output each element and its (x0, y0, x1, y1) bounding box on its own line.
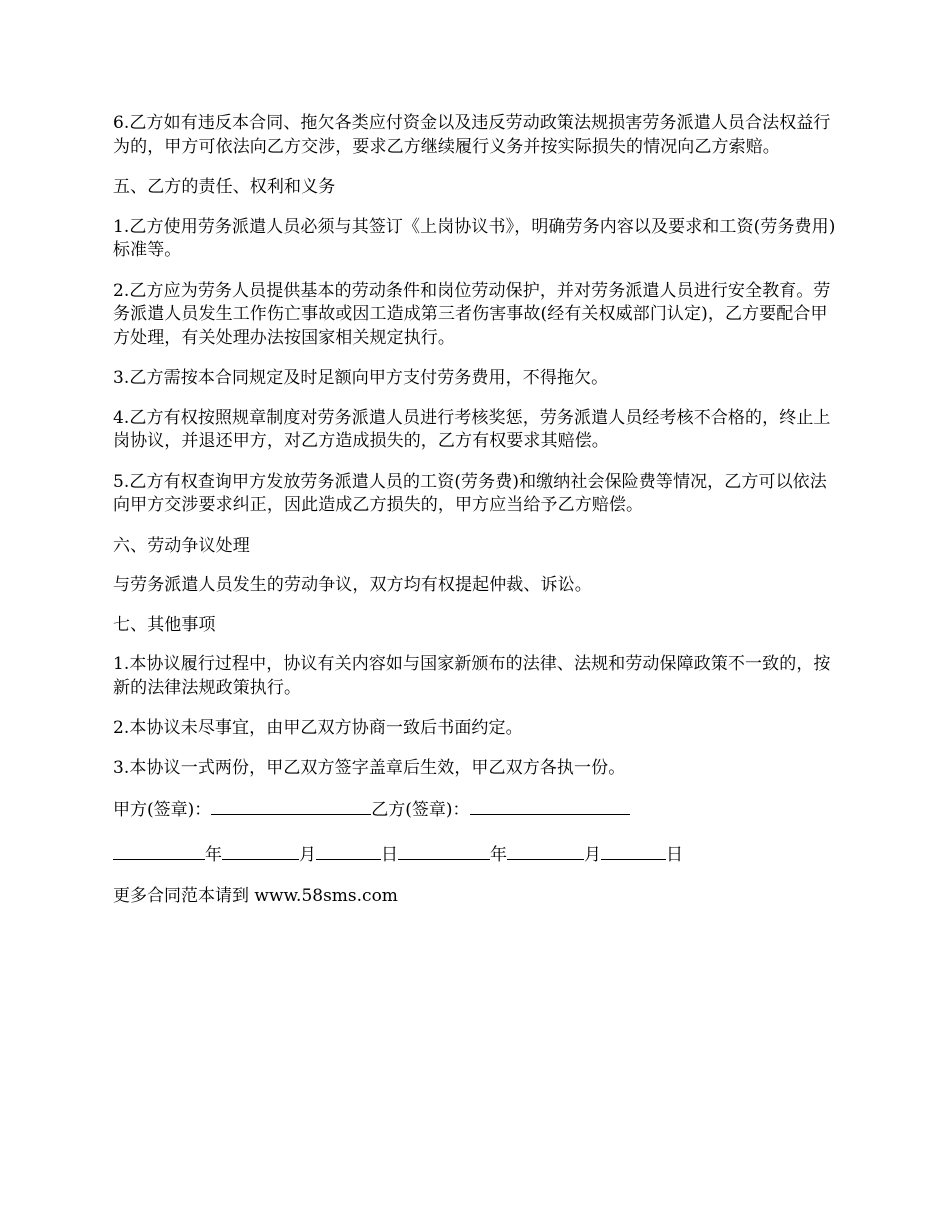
clause-paragraph: 3.乙方需按本合同规定及时足额向甲方支付劳务费用，不得拖欠。 (113, 368, 609, 388)
party-a-year-blank (113, 841, 205, 860)
year-label: 年 (205, 844, 222, 865)
section-heading: 五、乙方的责任、权利和义务 (113, 177, 336, 197)
clause-paragraph: 2.乙方应为劳务人员提供基本的劳动条件和岗位劳动保护，并对劳务派遣人员进行安全教育。劳务派遣人员发生工作伤亡事故或因工造成第三者伤害事故(经有关权威部门认定)，乙方要配合甲方处理，有关处理办法按国家相关规定执行。 (113, 280, 831, 348)
day-label: 日 (666, 844, 683, 865)
party-a-day-blank (316, 841, 381, 860)
party-b-signature-blank (470, 796, 630, 815)
party-b-year-blank (398, 841, 490, 860)
month-label: 月 (584, 844, 601, 865)
document-body (113, 112, 843, 909)
clause-paragraph: 4.乙方有权按照规章制度对劳务派遣人员进行考核奖惩，劳务派遣人员经考核不合格的，终止上岗协议，并退还甲方，对乙方造成损失的，乙方有权要求其赔偿。 (113, 407, 831, 451)
month-label: 月 (299, 844, 316, 865)
clause-paragraph: 与劳务派遣人员发生的劳动争议，双方均有权提起仲裁、诉讼。 (113, 575, 592, 595)
clause-paragraph: 5.乙方有权查询甲方发放劳务派遣人员的工资(劳务费)和缴纳社会保险费等情况，乙方可以依法向甲方交涉要求纠正，因此造成乙方损失的，甲方应当给予乙方赔偿。 (113, 471, 827, 515)
party-b-day-blank (601, 841, 666, 860)
section-heading: 六、劳动争议处理 (113, 535, 250, 556)
party-a-signature-blank (211, 796, 371, 815)
party-b-month-blank (507, 841, 584, 860)
clause-paragraph: 1.乙方使用劳务派遣人员必须与其签订《上岗协议书》，明确劳务内容以及要求和工资(劳务费用)标准等。 (113, 216, 836, 260)
party-a-month-blank (222, 841, 299, 860)
year-label: 年 (490, 844, 507, 865)
clause-paragraph: 1.本协议履行过程中，协议有关内容如与国家新颁布的法律、法规和劳动保障政策不一致的，按新的法律法规政策执行。 (113, 654, 831, 698)
party-a-signature-label: 甲方(签章)： (113, 800, 212, 820)
section-heading: 七、其他事项 (113, 614, 216, 635)
day-label: 日 (381, 844, 398, 865)
signature-line (113, 796, 843, 823)
clause-paragraph: 6.乙方如有违反本合同、拖欠各类应付资金以及违反劳动政策法规损害劳务派遣人员合法权益行为的，甲方可依法向乙方交涉，要求乙方继续履行义务并按实际损失的情况向乙方索赔。 (113, 113, 831, 157)
clause-paragraph: 3.本协议一式两份，甲乙双方签字盖章后生效，甲乙双方各执一份。 (113, 757, 626, 778)
party-b-signature-label: 乙方(签章)： (371, 800, 470, 820)
clause-paragraph: 2.本协议未尽事宜，由甲乙双方协商一致后书面约定。 (113, 718, 523, 738)
footer-note: 更多合同范本请到 www.58sms.com (113, 886, 398, 906)
date-line (113, 841, 843, 868)
